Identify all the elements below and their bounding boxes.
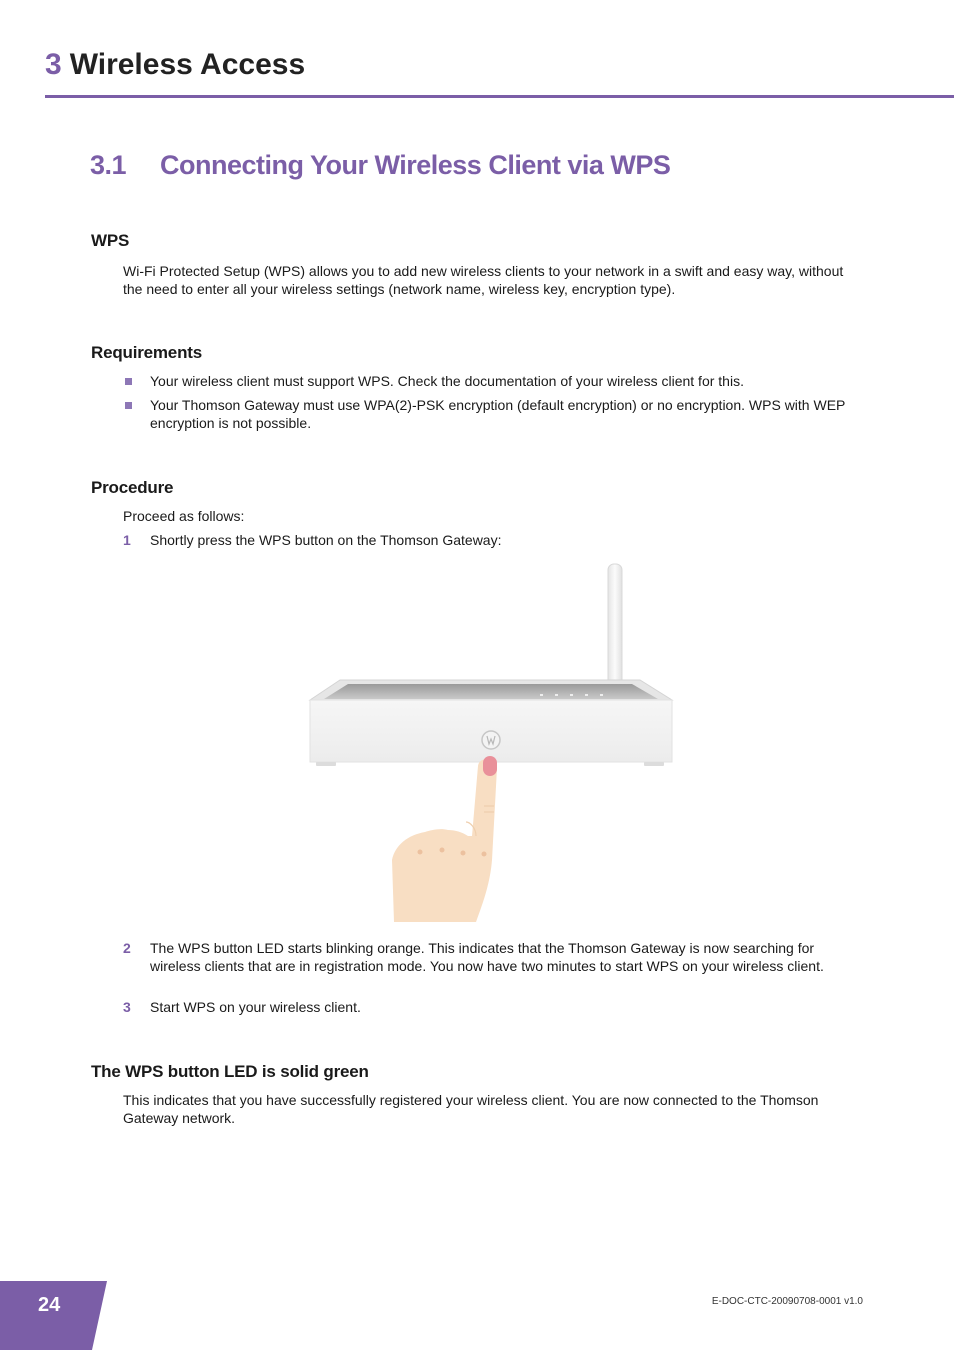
page-number: 24: [38, 1294, 61, 1316]
list-item: [123, 397, 863, 432]
chapter-divider: [45, 95, 954, 98]
list-item-text: Your wireless client must support WPS. Check the documentation of your wireless client for this.: [150, 373, 744, 389]
section-title: [90, 150, 670, 181]
step-item: [123, 999, 863, 1017]
list-item-text: Your Thomson Gateway must use WPA(2)-PSK encryption (default encryption) or no encryption. WPS with WEP encryption is not possible.: [150, 397, 846, 431]
procedure-heading: Procedure: [91, 478, 174, 497]
step-text: The WPS button LED starts blinking orange. This indicates that the Thomson Gateway is now searching for wireless clients that are in registration mode. You now have two minutes to start WPS on your wireless client.: [150, 940, 824, 974]
step-item: [123, 532, 863, 550]
square-bullet-icon: [125, 378, 132, 385]
step-number: 1: [123, 532, 131, 548]
requirements-heading: Requirements: [91, 343, 202, 362]
step-number: 3: [123, 999, 131, 1015]
section-number: 3.1: [90, 150, 127, 180]
wps-button-icon: [482, 731, 500, 749]
procedure-intro: Proceed as follows:: [123, 508, 245, 524]
chapter-title: [45, 48, 305, 82]
section-title-text: Connecting Your Wireless Client via WPS: [160, 150, 671, 180]
document-id: E-DOC-CTC-20090708-0001 v1.0: [711, 1296, 863, 1307]
fingertip: [483, 756, 497, 776]
step-text: Start WPS on your wireless client.: [150, 999, 361, 1015]
hand-icon: [392, 756, 497, 922]
chapter-title-text: Wireless Access: [69, 48, 306, 81]
step-text: Shortly press the WPS button on the Thomson Gateway:: [150, 532, 502, 548]
step-item: [123, 940, 863, 975]
chapter-number: 3: [45, 48, 62, 81]
wps-description: Wi-Fi Protected Setup (WPS) allows you to add new wireless clients to your network in a swift and easy way, without the need to enter all your wireless settings (network name, wireless key, encryption type).: [123, 263, 844, 297]
antenna: [608, 564, 622, 690]
solid-green-text: This indicates that you have successfully registered your wireless client. You are now connected to the Thomson Gateway network.: [123, 1092, 819, 1126]
list-item: [123, 373, 863, 391]
solid-green-heading: The WPS button LED is solid green: [91, 1062, 369, 1081]
square-bullet-icon: [125, 402, 132, 409]
gateway-body: [310, 680, 672, 766]
wps-heading: WPS: [91, 231, 130, 250]
step-number: 2: [123, 940, 131, 956]
gateway-wps-illustration: [300, 560, 680, 922]
